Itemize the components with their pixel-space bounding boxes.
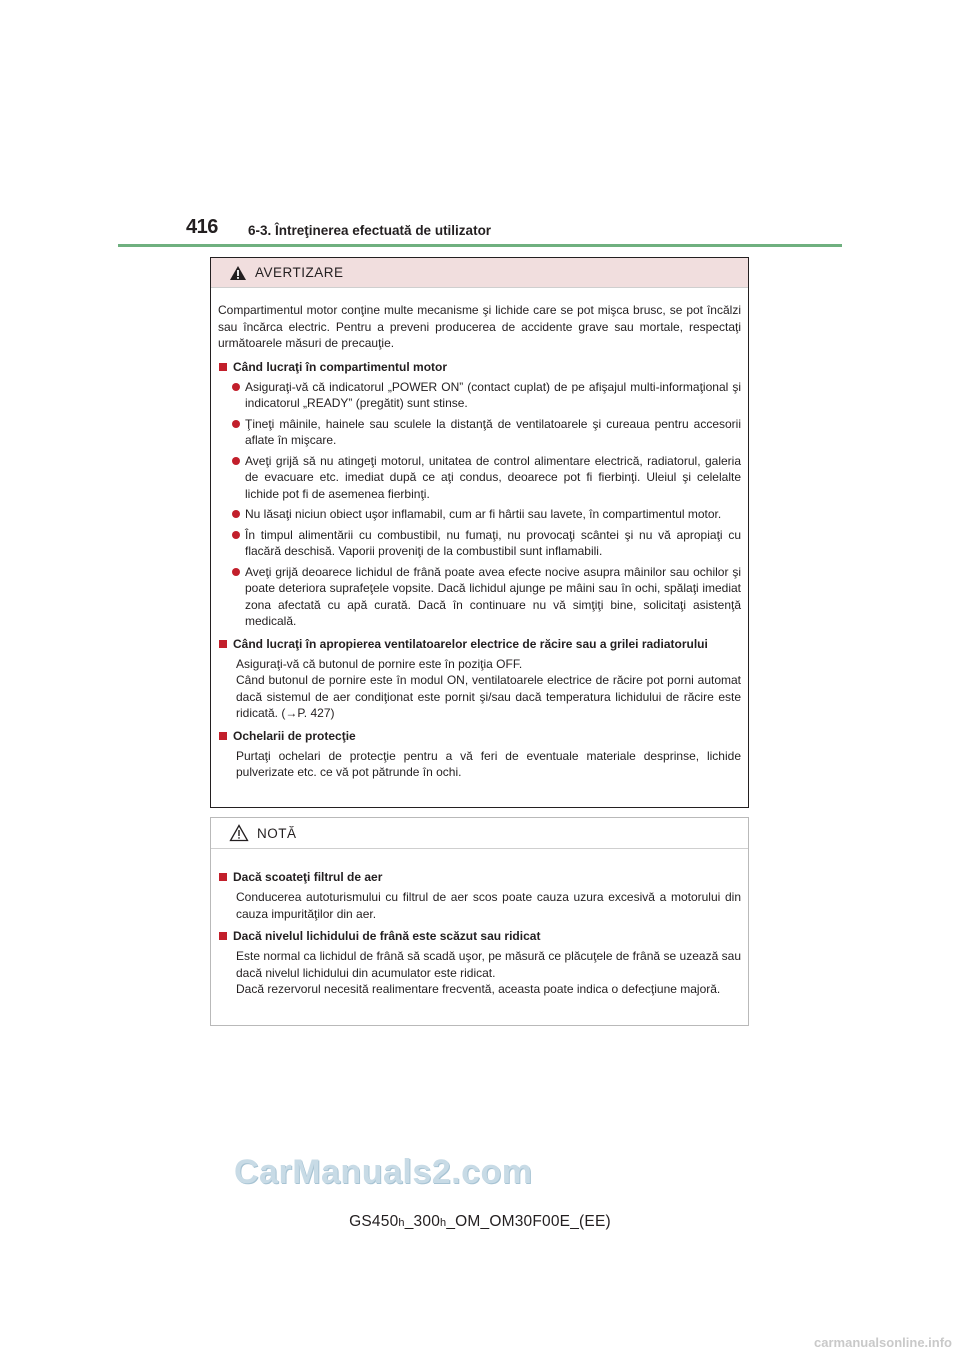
warning-box — [210, 257, 749, 808]
list-item-text: Nu lăsaţi niciun obiect uşor inflamabil, cum ar fi hârtii sau lavete, în compartimentul motor. — [245, 507, 722, 521]
warning-body — [211, 288, 748, 781]
warning-section-engine-compartment — [218, 359, 741, 630]
list-item — [232, 506, 741, 523]
section-heading-text: Dacă scoateţi filtrul de aer — [233, 870, 383, 884]
footer-code-part: h — [398, 1217, 405, 1229]
bullet-list — [232, 379, 741, 630]
notice-box — [210, 817, 749, 1026]
section-paragraph — [236, 948, 741, 998]
header-divider — [118, 244, 842, 247]
square-bullet-icon — [219, 873, 227, 881]
paragraph-line: Dacă rezervorul necesită realimentare frecventă, aceasta poate indica o defecţiune majoră. — [236, 982, 721, 996]
section-paragraph — [236, 889, 741, 922]
section-heading-text: Dacă nivelul lichidului de frână este scăzut sau ridicat — [233, 929, 541, 943]
caution-triangle-icon — [229, 824, 249, 842]
paragraph-line: Este normal ca lichidul de frână să scadă uşor, pe măsură ce plăcuţele de frână se uzează sau dacă nivelul lichidului din acumulator este ridicat. — [236, 949, 741, 980]
paragraph-line: Asiguraţi-vă că butonul de pornire este în poziţia OFF. — [236, 656, 523, 671]
square-bullet-icon — [219, 732, 227, 740]
footer-code — [0, 1213, 960, 1231]
section-heading-text: Când lucraţi în compartimentul motor — [233, 359, 448, 374]
section-heading — [218, 869, 741, 886]
list-item — [232, 416, 741, 449]
site-watermark: carmanualsonline.info — [814, 1335, 952, 1350]
list-item-text: În timpul alimentării cu combustibil, nu fumaţi, nu provocaţi scântei şi nu vă apropiaţi cu flacără deschisă. Vaporii proveniţi de la combustibil sunt inflamabili. — [245, 527, 741, 558]
section-heading — [218, 636, 741, 653]
list-item-text: Asiguraţi-vă că indicatorul „POWER ON” (contact cuplat) de pe afişajul multi-informaţional şi indicatorul „READY” (pregătit) sunt stinse. — [245, 379, 741, 410]
section-heading — [218, 728, 741, 745]
section-heading — [218, 359, 741, 376]
list-item — [232, 564, 741, 630]
footer-code-part: GS450 — [349, 1213, 399, 1230]
round-bullet-icon — [232, 510, 240, 518]
section-heading-text: Când lucraţi în apropierea ventilatoarelor electrice de răcire sau a grilei radiatorului — [233, 636, 708, 651]
paragraph-line: Purtaţi ochelari de protecţie pentru a vă feri de eventuale materiale desprinse, lichide pulverizate etc. ce vă pot pătrunde în ochi. — [236, 748, 741, 779]
round-bullet-icon — [232, 531, 240, 539]
warning-section-cooling-fans — [218, 636, 741, 722]
section-heading-text: Ochelarii de protecţie — [233, 728, 356, 743]
square-bullet-icon — [219, 640, 227, 648]
watermark-logo: CarManuals2.com — [234, 1153, 533, 1191]
warning-title: AVERTIZARE — [255, 265, 344, 280]
footer-code-part: _OM_OM30F00E_(EE) — [446, 1213, 611, 1230]
notice-body — [211, 849, 748, 998]
list-item — [232, 527, 741, 560]
list-item-text: Ţineţi mâinile, hainele sau sculele la distanţă de ventilatoarele şi cureaua pentru accesorii aflate în mişcare. — [245, 416, 741, 447]
list-item-text: Aveţi grijă deoarece lichidul de frână poate avea efecte nocive asupra mâinilor sau ochilor şi poate deteriora suprafeţele vopsite. Dacă lichidul ajunge pe mâini sau în ochi, spălaţi imediat zona afectată cu apă curată. Dacă în continuare nu vă simţiţi bine, solicitaţi asistenţă medicală. — [245, 564, 741, 628]
round-bullet-icon — [232, 568, 240, 576]
paragraph-line: Când butonul de pornire este în modul ON, ventilatoarele electrice de răcire pot porni automat dacă sistemul de aer condiţionat este pornit şi/sau dacă temperatura lichidului de răcire este ridicată. (→P. 427) — [236, 673, 741, 720]
warning-section-goggles — [218, 728, 741, 781]
list-item — [232, 379, 741, 412]
round-bullet-icon — [232, 420, 240, 428]
paragraph-line: Conducerea autoturismului cu filtrul de aer scos poate cauza uzura excesivă a motorului din cauza impurităţilor din aer. — [236, 890, 741, 921]
list-item — [232, 453, 741, 503]
notice-header — [211, 818, 748, 849]
warning-intro: Compartimentul motor conţine multe mecanisme şi lichide care se pot mişca brusc, se pot încălzi sau încărca electric. Pentru a preveni producerea de accidente grave sau mortale, respectaţi următoarele măsuri de precauţie. — [218, 303, 741, 350]
notice-section-air-filter — [218, 869, 741, 922]
square-bullet-icon — [219, 363, 227, 371]
round-bullet-icon — [232, 457, 240, 465]
section-paragraph — [236, 748, 741, 781]
list-item-text: Aveţi grijă să nu atingeţi motorul, unitatea de control alimentare electrică, radiatorul, galeria de evacuare etc. imediat după ce aţi condus, deoarece pot fi fierbinţi. Uleiul şi celelalte lichide pot fi de asemenea fierbinţi. — [245, 453, 741, 501]
footer-code-part: _300 — [404, 1213, 441, 1230]
notice-title: NOTĂ — [257, 825, 297, 841]
square-bullet-icon — [219, 932, 227, 940]
round-bullet-icon — [232, 383, 240, 391]
section-heading — [218, 928, 741, 945]
notice-section-brake-fluid — [218, 928, 741, 998]
footer-code-part: h — [440, 1217, 447, 1229]
warning-triangle-icon — [229, 265, 247, 281]
page-number: 416 — [186, 216, 218, 238]
section-paragraph — [236, 656, 741, 722]
warning-header — [211, 258, 748, 288]
section-title: 6-3. Întreţinerea efectuată de utilizator — [248, 223, 492, 238]
